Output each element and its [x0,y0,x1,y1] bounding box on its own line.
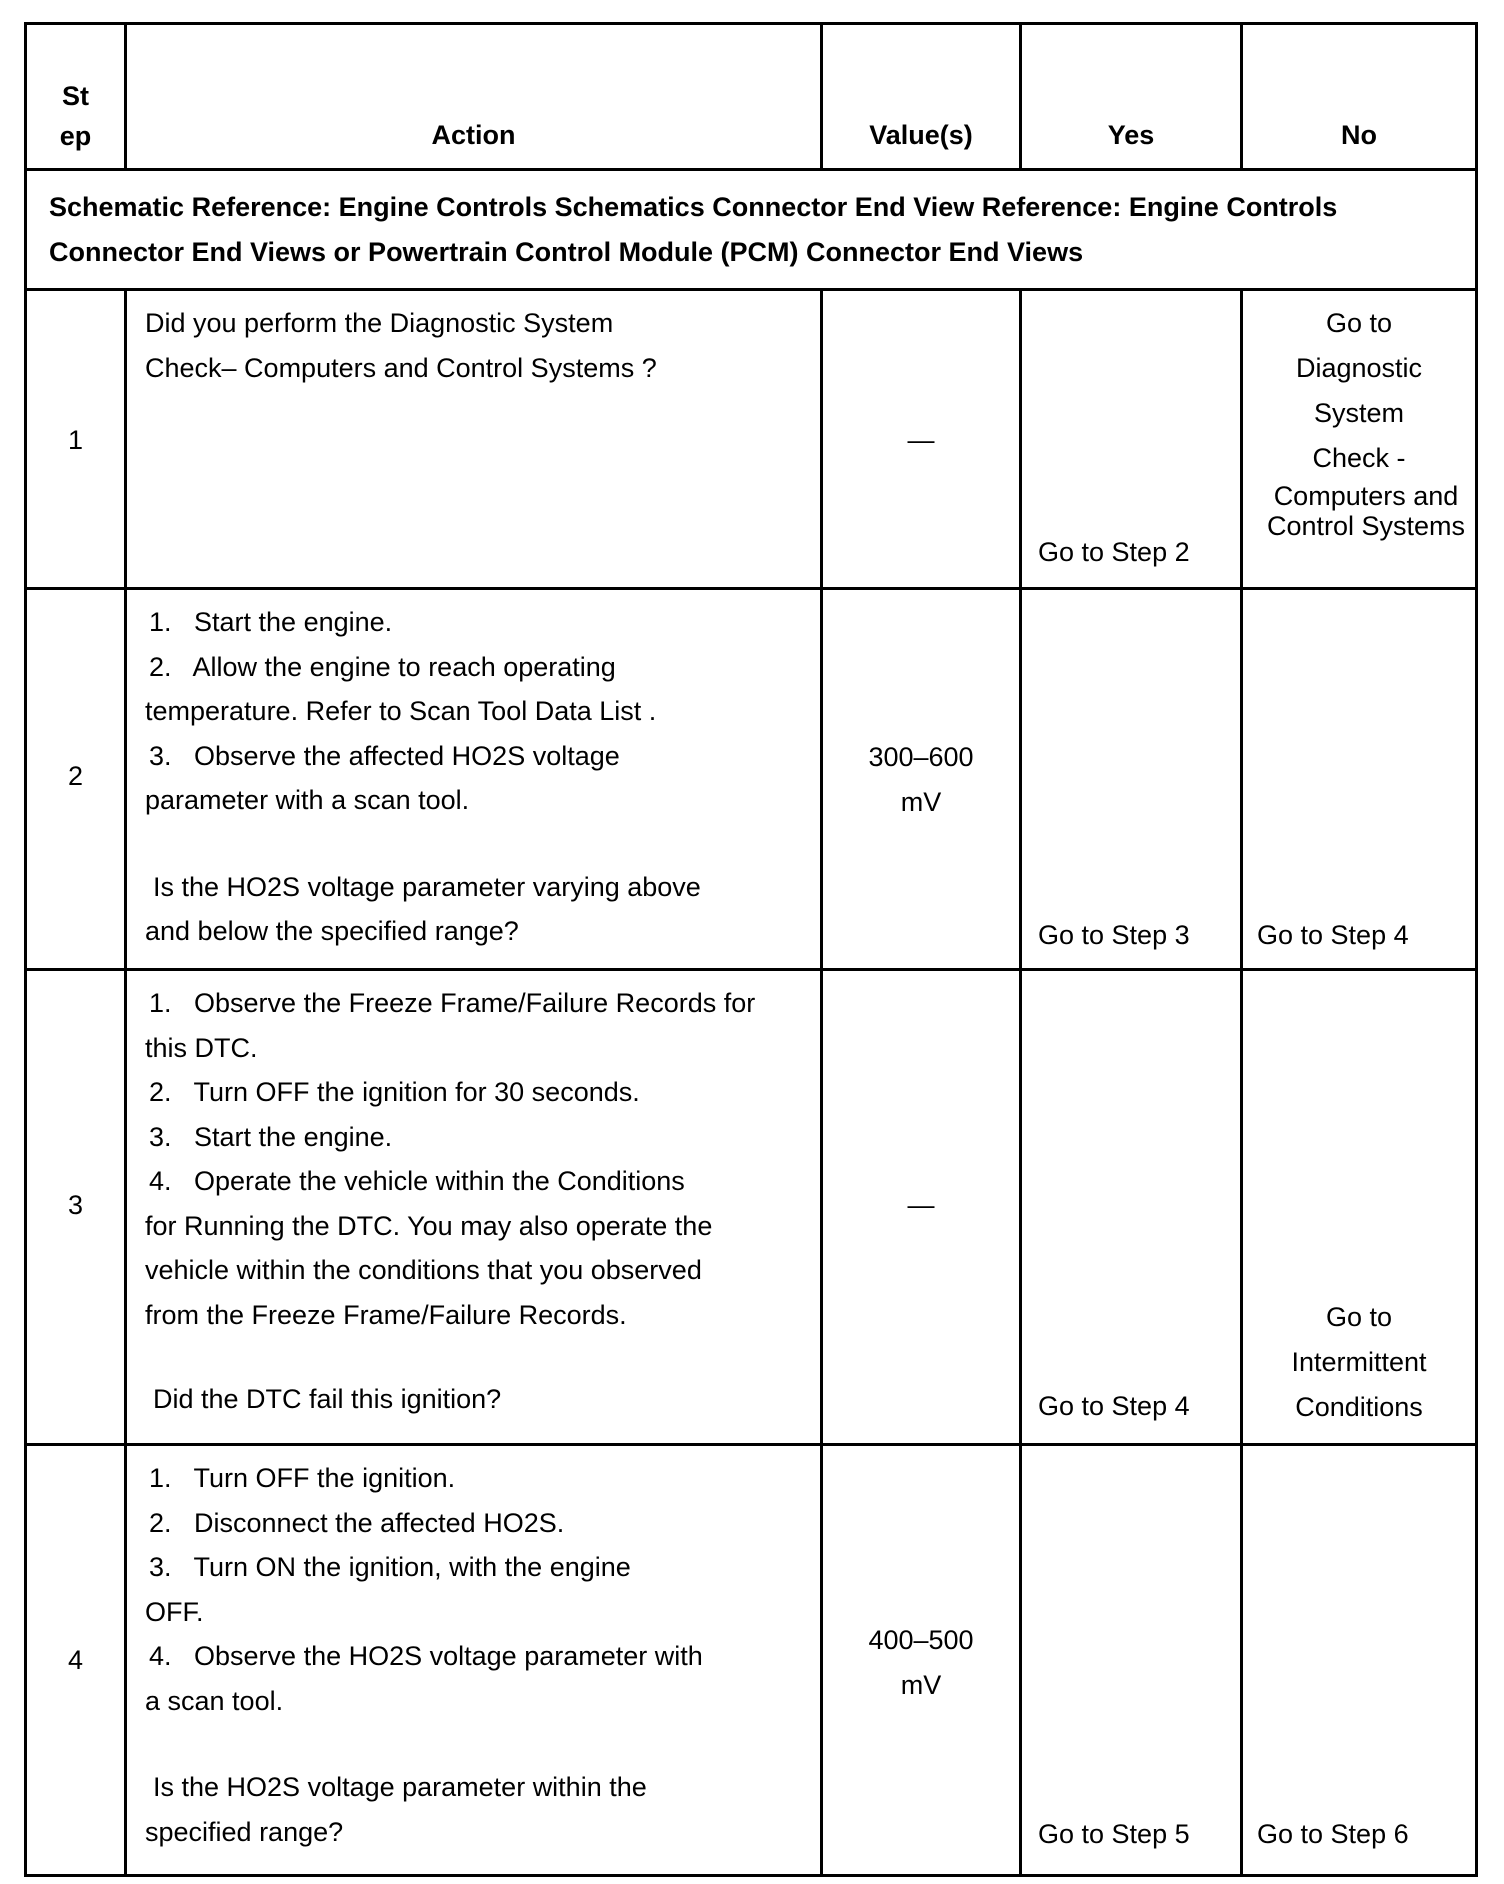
step-4-value-line: 400–500 [868,1625,974,1655]
step-4-action-line: OFF. [145,1596,204,1627]
step-3-action-line: 2. Turn OFF the ignition for 30 seconds. [149,1077,640,1107]
header-values: Value(s) [869,120,973,150]
step-4-action [127,1446,820,1854]
step-1-no-line: System [1313,398,1405,428]
step-1-no-line: Diagnostic [1295,353,1423,383]
step-2-action [127,590,820,954]
step-4-action-line: specified range? [145,1816,344,1847]
step-2-action-line: 3. Observe the affected HO2S voltage [149,740,620,771]
step-1-no-line: Go to [1325,308,1393,338]
step-3-action-line: 3. Start the engine. [149,1121,393,1152]
step-3-action-line: 1. Observe the Freeze Frame/Failure Records for [149,988,756,1018]
step-3-action-line: this DTC. [145,1032,258,1063]
step-3-number: 3 [67,1190,84,1220]
header-step-line-2: ep [59,121,92,151]
step-2-action-line [145,823,820,865]
step-3-action-line: for Running the DTC. You may also operate the [145,1210,713,1241]
step-3-yes-link[interactable]: Go to Step 4 [1038,1391,1190,1421]
step-3-no-line: Conditions [1295,1392,1423,1422]
step-2-value-line: 300–600 [868,742,974,772]
step-1-value: — [907,425,935,455]
header-step-line-1: St [62,81,89,111]
step-1-no-link[interactable] [1243,291,1475,541]
step-4-yes-link[interactable]: Go to Step 5 [1038,1819,1190,1849]
step-4-number: 4 [67,1645,84,1675]
header-action: Action [431,120,516,150]
step-4-action-line: Is the HO2S voltage parameter within the [153,1772,647,1802]
step-2-value [823,735,1019,825]
step-3-action-line: from the Freeze Frame/Failure Records. [145,1299,627,1330]
step-3-no-link[interactable] [1243,1295,1475,1430]
step-2-action-line: Is the HO2S voltage parameter varying above [153,871,701,902]
step-2-action-line: temperature. Refer to Scan Tool Data List . [145,696,657,726]
step-3-action [127,971,820,1422]
step-4-value [823,1618,1019,1708]
step-4-action-line: 1. Turn OFF the ignition. [149,1463,456,1493]
step-2-no-link[interactable]: Go to Step 4 [1257,920,1409,950]
header-step [27,76,124,156]
step-2-value-line: mV [900,787,942,817]
step-1-action [127,291,820,391]
step-1-action-line: Did you perform the Diagnostic System [145,308,614,338]
step-2-number: 2 [67,761,84,791]
step-3-value: — [907,1190,935,1220]
step-4-action-line: 2. Disconnect the affected HO2S. [149,1507,565,1538]
step-1-number: 1 [67,425,84,455]
step-3-action-line: 4. Operate the vehicle within the Conditions [149,1166,685,1196]
schematic-reference [27,171,1475,275]
step-4-action-line: 3. Turn ON the ignition, with the engine [149,1552,631,1582]
col-divider-value [1019,288,1022,1877]
header-no: No [1341,120,1377,150]
step-1-yes-link[interactable]: Go to Step 2 [1038,537,1190,567]
step-1-action-line: Check– Computers and Control Systems ? [145,353,657,383]
step-2-action-line: parameter with a scan tool. [145,785,470,815]
step-4-value-line: mV [900,1670,942,1700]
step-4-action-line [145,1723,820,1765]
step-3-action-line [145,1337,820,1377]
step-4-action-line: a scan tool. [145,1685,284,1716]
step-3-no-line: Intermittent [1291,1347,1427,1377]
step-1-no-line: Check - [1312,443,1406,473]
step-3-action-line: Did the DTC fail this ignition? [153,1384,502,1414]
header-yes: Yes [1107,120,1155,150]
reference-line-1: Schematic Reference: Engine Controls Schematics Connector End View Reference: Engine Controls [49,192,1338,222]
step-3-no-line: Go to [1325,1302,1393,1332]
step-2-action-line: 1. Start the engine. [149,607,393,637]
step-2-yes-link[interactable]: Go to Step 3 [1038,920,1190,950]
step-3-action-line: vehicle within the conditions that you observed [145,1255,702,1285]
step-4-no-link[interactable]: Go to Step 6 [1257,1819,1409,1849]
step-2-action-line: 2. Allow the engine to reach operating [149,651,616,682]
step-4-action-line: 4. Observe the HO2S voltage parameter with [149,1641,703,1671]
step-2-action-line: and below the specified range? [145,916,519,946]
step-1-no-line: Computers and [1273,481,1459,511]
step-1-no-line: Control Systems [1266,511,1466,541]
reference-line-2: Connector End Views or Powertrain Control Module (PCM) Connector End Views [49,237,1084,267]
